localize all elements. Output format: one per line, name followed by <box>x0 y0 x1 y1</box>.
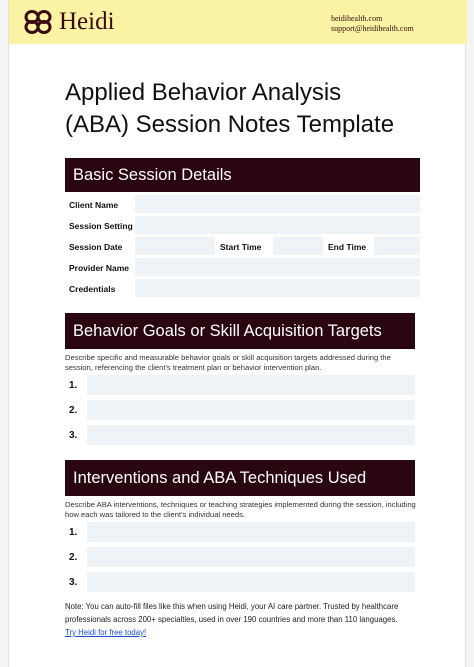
goal-number-1: 1. <box>69 380 78 391</box>
website-link[interactable]: heidihealth.com <box>331 14 383 23</box>
page-title <box>65 77 455 141</box>
credentials-field[interactable] <box>135 279 420 297</box>
session-date-field[interactable] <box>135 237 215 255</box>
label-end-time: End Time <box>328 242 367 252</box>
heidi-knot-icon <box>23 9 53 35</box>
heidi-logo[interactable] <box>23 9 115 35</box>
provider-name-field[interactable] <box>135 258 420 276</box>
label-session-setting: Session Setting <box>69 221 133 231</box>
contact-info <box>331 14 414 34</box>
session-setting-field[interactable] <box>135 216 420 234</box>
intervention-field-3[interactable] <box>87 572 415 592</box>
section-header-interventions: Interventions and ABA Techniques Used <box>65 460 415 496</box>
support-email[interactable]: support@heidihealth.com <box>331 24 414 33</box>
client-name-field[interactable] <box>135 195 420 213</box>
label-credentials: Credentials <box>69 284 116 294</box>
section-header-goals: Behavior Goals or Skill Acquisition Targets <box>65 313 415 349</box>
footer-note <box>65 600 425 639</box>
intervention-field-2[interactable] <box>87 547 415 567</box>
start-time-field[interactable] <box>273 237 323 255</box>
section-header-basic: Basic Session Details <box>65 158 420 192</box>
brand-name: Heidi <box>59 8 115 35</box>
intervention-field-1[interactable] <box>87 522 415 542</box>
interventions-description: Describe ABA interventions, techniques or teaching strategies implemented during the session, including how each was tailored to the client's individual needs. <box>65 500 416 519</box>
goal-number-2: 2. <box>69 405 78 416</box>
goal-number-3: 3. <box>69 430 78 441</box>
intervention-number-2: 2. <box>69 552 78 563</box>
goal-field-3[interactable] <box>87 425 415 445</box>
goal-field-1[interactable] <box>87 375 415 395</box>
goal-field-2[interactable] <box>87 400 415 420</box>
title-line-2: (ABA) Session Notes Template <box>65 111 395 138</box>
label-start-time: Start Time <box>220 242 262 252</box>
end-time-field[interactable] <box>374 237 420 255</box>
label-client-name: Client Name <box>69 200 119 210</box>
goals-description: Describe specific and measurable behavior goals or skill acquisition targets addressed during the session, referencing the client's treatment plan or behavior intervention plan. <box>65 353 391 372</box>
intervention-number-3: 3. <box>69 577 78 588</box>
document-page <box>8 0 466 667</box>
label-session-date: Session Date <box>69 242 123 252</box>
intervention-number-1: 1. <box>69 527 78 538</box>
label-provider-name: Provider Name <box>69 263 129 273</box>
title-line-1: Applied Behavior Analysis <box>65 79 342 106</box>
header-banner <box>9 0 467 44</box>
try-heidi-link[interactable]: Try Heidi for free today! <box>65 628 147 637</box>
footer-note-text: Note: You can auto-fill files like this when using Heidi, your AI care partner. Trusted by healthcare professionals across 200+ specialties, used in over 190 countries and more than 110 languages. <box>65 602 399 624</box>
